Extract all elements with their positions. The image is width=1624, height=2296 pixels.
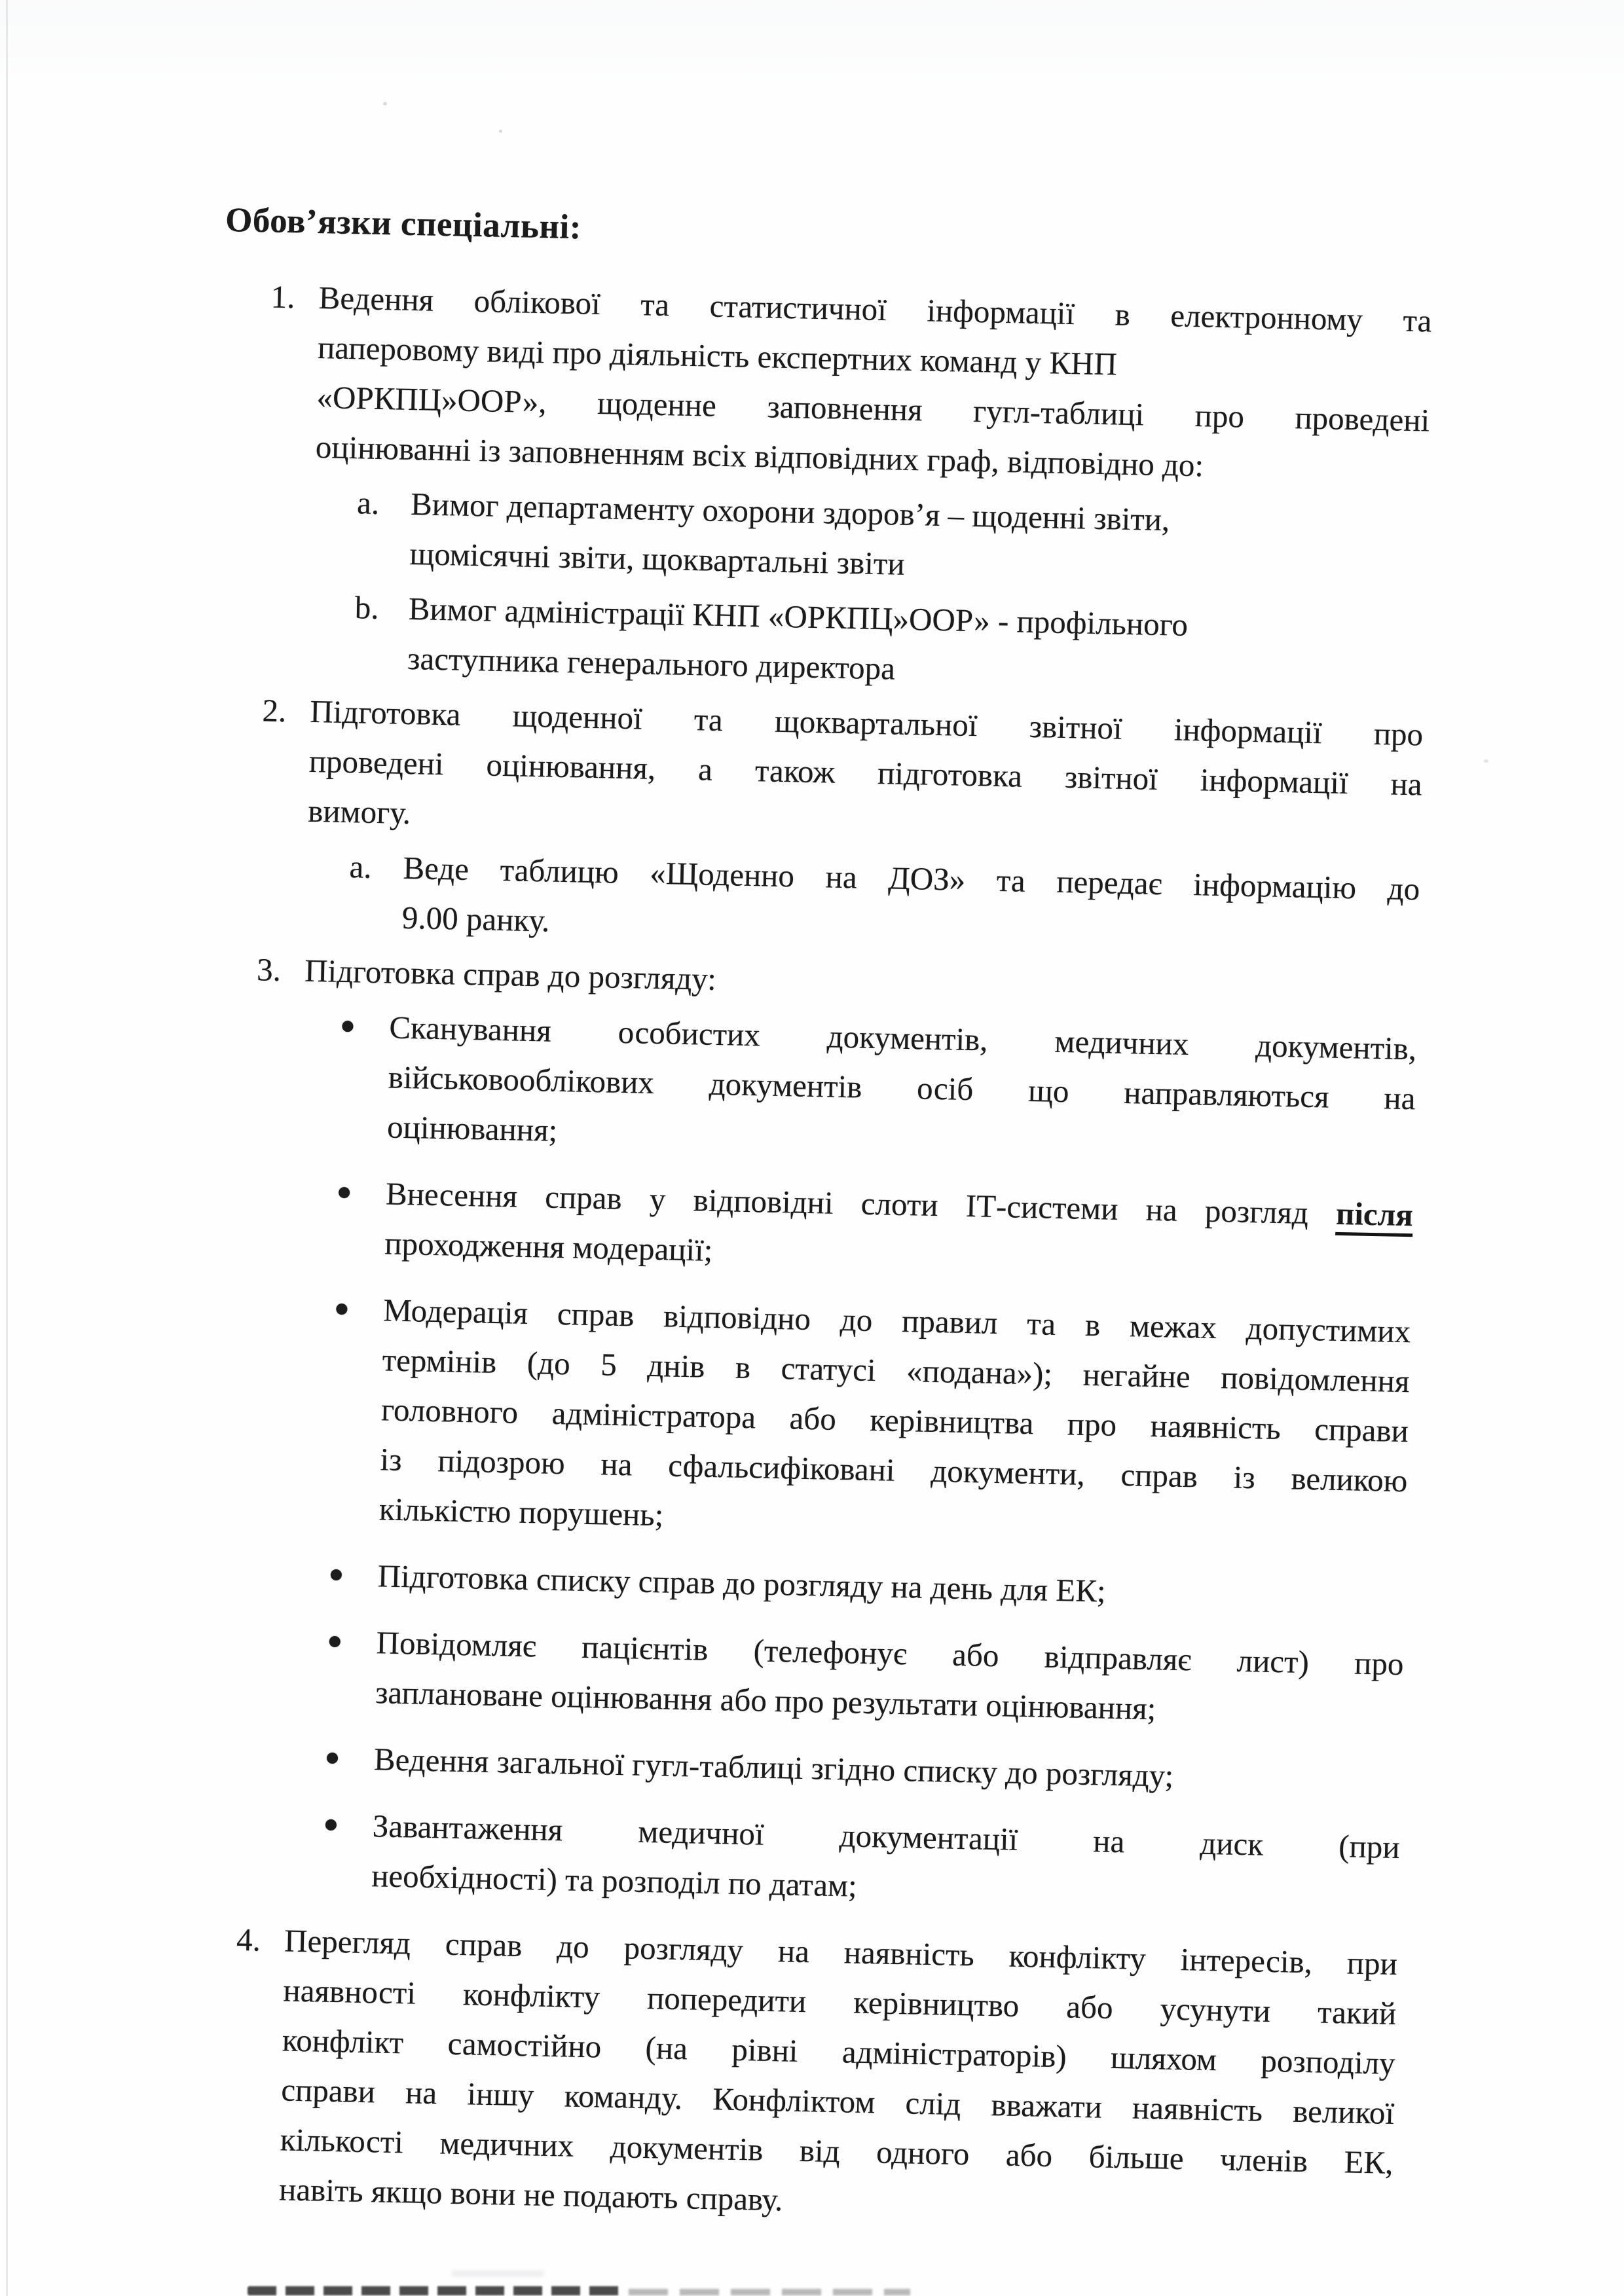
- scan-speck: [499, 130, 502, 133]
- duties-list: [183, 271, 1432, 2238]
- text-line: наявності конфлікту попередити керівництво або усунути такий: [283, 1972, 1397, 2032]
- document-content: [183, 195, 1433, 2243]
- bullet-icon: [327, 1753, 338, 1764]
- sub-list-item-a: [210, 839, 1420, 964]
- text-line: щомісячні звіти, щоквартальні звіти: [409, 536, 906, 582]
- text-line: із підозрою на сфальсифіковані документи, справ із великою: [380, 1441, 1408, 1499]
- list-item-1: [220, 271, 1432, 496]
- bullet-icon: [342, 1021, 353, 1032]
- text-line: справи на іншу команду. Конфліктом слід вважати наявність великої: [280, 2071, 1395, 2131]
- item-letter-marker: b.: [354, 589, 380, 627]
- text-line: 9.00 ранку.: [401, 899, 550, 939]
- item-number-marker: 3.: [256, 951, 282, 989]
- item-letter-marker: a.: [348, 848, 373, 885]
- bullet-list-item: [193, 1730, 1401, 1806]
- bullet-list-item: [204, 1165, 1414, 1290]
- list-item-2: [213, 685, 1424, 860]
- bullet-icon: [331, 1569, 342, 1580]
- bullet-icon: [325, 1819, 337, 1831]
- text-line: термінів (до 5 днів в статусі «подана»); негайне повідомлення: [382, 1341, 1411, 1400]
- text-line: Сканування особистих документів, медичних документів,: [388, 1009, 1417, 1067]
- text-line: Ведення загальної гугл-таблиці згідно списку до розгляду;: [373, 1741, 1174, 1794]
- text-line: головного адміністратора або керівництва про наявність справи: [380, 1391, 1409, 1449]
- text-line: «ОРКПЦ»ООР», щоденне заповнення гугл-таблиці про проведені: [316, 378, 1430, 439]
- bullet-list-item: [191, 1797, 1401, 1922]
- item-number-marker: 2.: [261, 692, 287, 729]
- item-number-marker: 4.: [236, 1921, 261, 1958]
- bullet-icon: [339, 1187, 350, 1198]
- text-line: Веде таблицю «Щоденно на ДОЗ» та передає інформацію до: [402, 849, 1420, 907]
- scan-smudge: [452, 2270, 544, 2276]
- text-line: оцінювання;: [386, 1108, 558, 1148]
- text-line: кількістю порушень;: [378, 1491, 664, 1533]
- text-line: заступника генерального директора: [407, 640, 896, 687]
- scan-bottom-artifact: [629, 2289, 910, 2295]
- text-line: вимогу.: [307, 792, 411, 831]
- text-line: Перегляд справ до розгляду на наявність конфлікту інтересів, при: [284, 1922, 1398, 1982]
- scan-speck: [1484, 759, 1488, 763]
- text-line: Вимог департаменту охорони здоров’я – щоденні звіти,: [410, 486, 1170, 538]
- bullet-icon: [336, 1303, 347, 1315]
- text-line: Підготовка справ до розгляду:: [304, 952, 717, 997]
- text-line: Ведення облікової та статистичної інформації в електронному та: [318, 280, 1432, 339]
- bullet-list-item: [194, 1614, 1404, 1740]
- text-line: військовооблікових документів осіб що направляються на: [388, 1059, 1416, 1117]
- text-line: Підготовка списку справ до розгляду на день для ЕК;: [377, 1558, 1107, 1609]
- scan-bottom-artifact: [248, 2286, 624, 2295]
- text-line: Вимог адміністрації КНП «ОРКПЦ»ООР» - профільного: [408, 590, 1189, 643]
- text-line: кількості медичних документів від одного або більше членів ЕК,: [280, 2121, 1394, 2181]
- text-line: конфлікт самостійно (на рівні адміністраторів) шляхом розподілу: [282, 2022, 1396, 2082]
- text-line: заплановане оцінювання або про результати оцінювання;: [375, 1674, 1156, 1727]
- emphasized-word: після: [1335, 1195, 1413, 1237]
- scan-speck: [383, 102, 387, 105]
- list-item-4: [183, 1914, 1397, 2238]
- sub-list-item-a: [218, 475, 1428, 600]
- text-line: проходження модерації;: [384, 1225, 713, 1268]
- text-line: оцінюванні із заповненням всіх відповідних граф, відповідно до:: [315, 428, 1204, 484]
- text-segment: Внесення справ у відповідні слоти ІТ-системи на розгляд: [385, 1175, 1337, 1231]
- text-line: Повідомляє пацієнтів (телефонує або відправляє лист) про: [376, 1624, 1404, 1683]
- item-number-marker: 1.: [270, 278, 296, 316]
- scan-edge-line: [6, 0, 8, 2296]
- text-line: Завантаження медичної документації на диск (при: [372, 1808, 1401, 1866]
- item-letter-marker: a.: [356, 484, 380, 522]
- bullet-list-item: [206, 999, 1417, 1174]
- document-heading: Обов’язки спеціальні:: [225, 200, 582, 247]
- text-line: паперовому виді про діяльність експертних команд у КНП: [317, 329, 1118, 382]
- text-line: необхідності) та розподіл по датам;: [371, 1857, 858, 1904]
- text-line: проведені оцінювання, а також підготовка звітної інформації на: [308, 742, 1423, 803]
- bullet-icon: [329, 1636, 341, 1647]
- text-line: Модерація справ відповідно до правил та в межах допустимих: [382, 1292, 1411, 1350]
- bullet-list-item: [198, 1282, 1411, 1556]
- text-line: навіть якщо вони не подають справу.: [278, 2171, 783, 2218]
- text-line: Підготовка щоденної та щоквартальної звітної інформації про: [309, 693, 1424, 753]
- bullet-list-item: [196, 1548, 1405, 1623]
- sub-list-item-b: [216, 580, 1426, 705]
